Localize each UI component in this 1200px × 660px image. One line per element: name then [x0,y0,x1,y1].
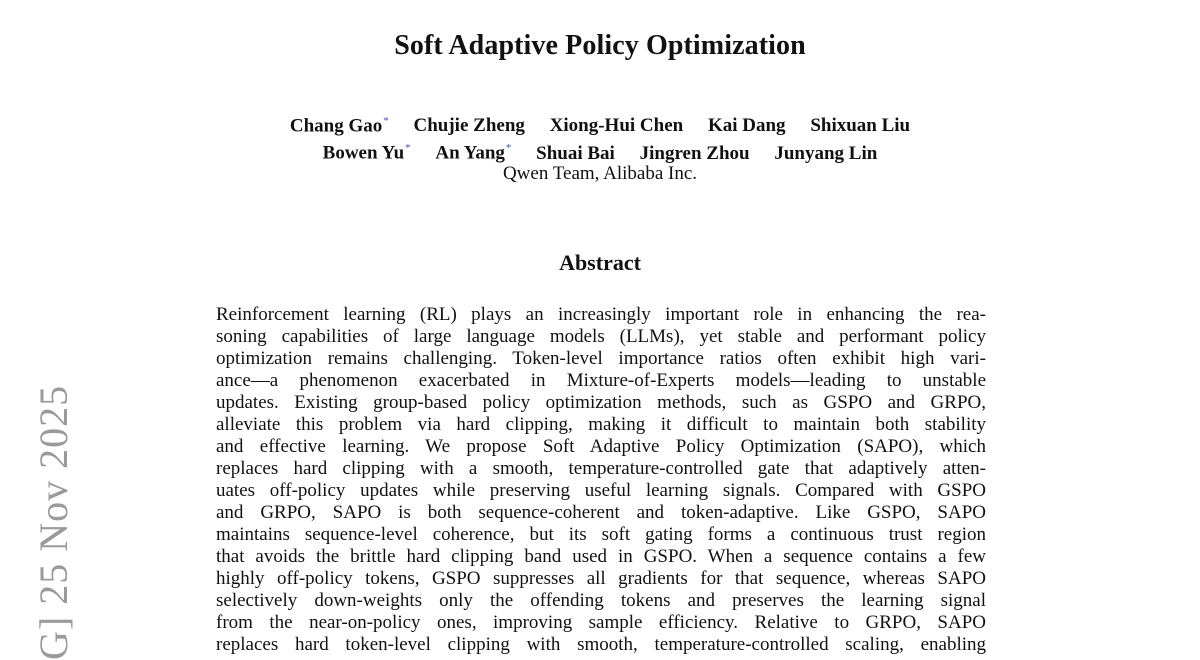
author: Shuai Bai [536,142,615,164]
author: Junyang Lin [774,142,878,164]
abstract-line: soning capabilities of large language models (LLMs), yet stable and performant policy [216,326,986,347]
abstract-line: optimization remains challenging. Token-level importance ratios often exhibit high vari- [216,348,986,369]
abstract-heading: Abstract [559,250,641,275]
abstract-line: maintains sequence-level coherence, but its soft gating forms a continuous trust region [216,524,986,545]
abstract-line: uates off-policy updates while preserving useful learning signals. Compared with GSPO [216,480,986,501]
abstract-line: from the near-on-policy ones, improving sample efficiency. Relative to GRPO, SAPO [216,612,986,633]
abstract-body [216,304,986,656]
abstract-line: replaces hard token-level clipping with smooth, temperature-controlled scaling, enabling [216,634,986,655]
abstract-line: and GRPO, SAPO is both sequence-coherent and token-adaptive. Like GSPO, SAPO [216,502,986,523]
footnote-mark: * [505,142,512,155]
footnote-mark: * [383,115,389,127]
abstract-line: that avoids the brittle hard clipping band used in GSPO. When a sequence contains a few [216,546,986,567]
author-line-1 [0,110,1200,137]
author: Shixuan Liu [810,115,911,137]
abstract-line: ance—a phenomenon exacerbated in Mixture-of-Experts models—leading to unstable [216,370,986,391]
abstract-line: and effective learning. We propose Soft Adaptive Policy Optimization (SAPO), which [216,436,986,457]
author: Chujie Zheng [413,115,525,137]
author: Chang Gao* [289,115,389,137]
abstract-line: alleviate this problem via hard clipping, making it difficult to maintain both stability [216,414,986,435]
affiliation: Qwen Team, Alibaba Inc. [502,163,698,184]
footnote-mark: * [405,142,411,155]
author-block [0,110,1200,165]
paper-title: Soft Adaptive Policy Optimization [394,30,806,61]
author: Bowen Yu* [322,142,411,164]
abstract-line: Reinforcement learning (RL) plays an increasingly important role in enhancing the rea- [216,304,986,325]
author: Xiong-Hui Chen [549,115,684,137]
arxiv-id-stamp: G] 25 Nov 2025 [31,384,76,660]
abstract-line: updates. Existing group-based policy optimization methods, such as GSPO and GRPO, [216,392,986,413]
abstract-line: highly off-policy tokens, GSPO suppresses all gradients for that sequence, whereas SAPO [216,568,986,589]
author-line-2 [0,137,1200,164]
abstract-line: replaces hard clipping with a smooth, temperature-controlled gate that adaptively atten- [216,458,986,479]
author: Jingren Zhou [639,142,750,164]
abstract-line: selectively down-weights only the offending tokens and preserves the learning signal [216,590,986,611]
author: An Yang* [435,142,512,164]
author: Kai Dang [707,115,786,137]
